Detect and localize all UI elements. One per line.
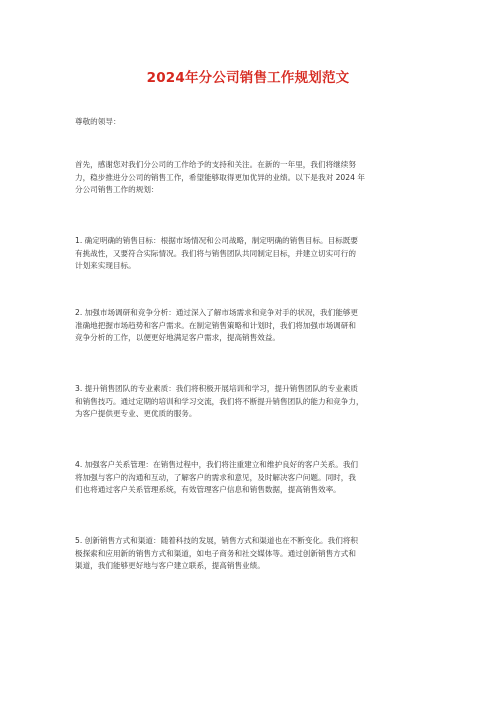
paragraph-line: 1. 确定明确的销售目标：根据市场情况和公司战略，制定明确的销售目标。目标既要 [75, 236, 359, 245]
paragraph-item-1 [75, 235, 435, 273]
paragraph-line: 有挑战性，又要符合实际情况。我们将与销售团队共同制定目标，并建立切实可行的 [75, 248, 356, 258]
paragraph-item-4 [75, 459, 435, 497]
paragraph-item-3 [75, 383, 435, 421]
paragraph-line: 5. 创新销售方式和渠道：随着科技的发展，销售方式和渠道也在不断变化。我们将积 [75, 536, 359, 545]
document-title: 2024年分公司销售工作规划范文 [146, 70, 350, 86]
paragraph-line: 4. 加强客户关系管理：在销售过程中，我们将注重建立和维护良好的客户关系。我们 [75, 460, 359, 469]
paragraph-line: 们也将通过客户关系管理系统，有效管理客户信息和销售数据，提高销售效率。 [75, 485, 341, 495]
paragraph-item-2 [75, 307, 435, 345]
paragraph-line: 将加强与客户的沟通和互动，了解客户的需求和意见，及时解决客户问题。同时，我 [75, 472, 356, 482]
salutation-text: 尊敬的领导： [75, 117, 121, 126]
paragraph-line: 竞争分析的工作，以便更好地满足客户需求，提高销售效益。 [75, 333, 281, 343]
paragraph-line: 准确地把握市场趋势和客户需求。在制定销售策略和计划时，我们将加强市场调研和 [75, 320, 356, 330]
paragraph-line: 计划来实现目标。 [75, 261, 136, 271]
salutation [75, 116, 435, 129]
paragraph-intro [75, 159, 435, 197]
paragraph-line: 渠道，我们能够更好地与客户建立联系，提高销售业绩。 [75, 561, 265, 571]
paragraph-line: 力，稳步推进分公司的销售工作，希望能够取得更加优异的业绩。以下是我对 2024 年 [75, 172, 365, 182]
paragraph-line: 为客户提供更专业、更优质的服务。 [75, 409, 197, 419]
paragraph-line: 2. 加强市场调研和竞争分析：通过深入了解市场需求和竞争对手的状况，我们能够更 [75, 308, 359, 317]
paragraph-line: 极探索和应用新的销售方式和渠道，如电子商务和社交媒体等。通过创新销售方式和 [75, 548, 356, 558]
paragraph-line: 首先，感谢您对我们分公司的工作给予的支持和关注。在新的一年里，我们将继续努 [75, 160, 356, 169]
paragraph-item-5 [75, 535, 435, 573]
paragraph-line: 分公司销售工作的规划： [75, 185, 159, 195]
paragraph-line: 和销售技巧。通过定期的培训和学习交流，我们将不断提升销售团队的能力和竞争力， [75, 396, 364, 406]
paragraph-line: 3. 提升销售团队的专业素质：我们将积极开展培训和学习，提升销售团队的专业素质 [75, 384, 359, 393]
